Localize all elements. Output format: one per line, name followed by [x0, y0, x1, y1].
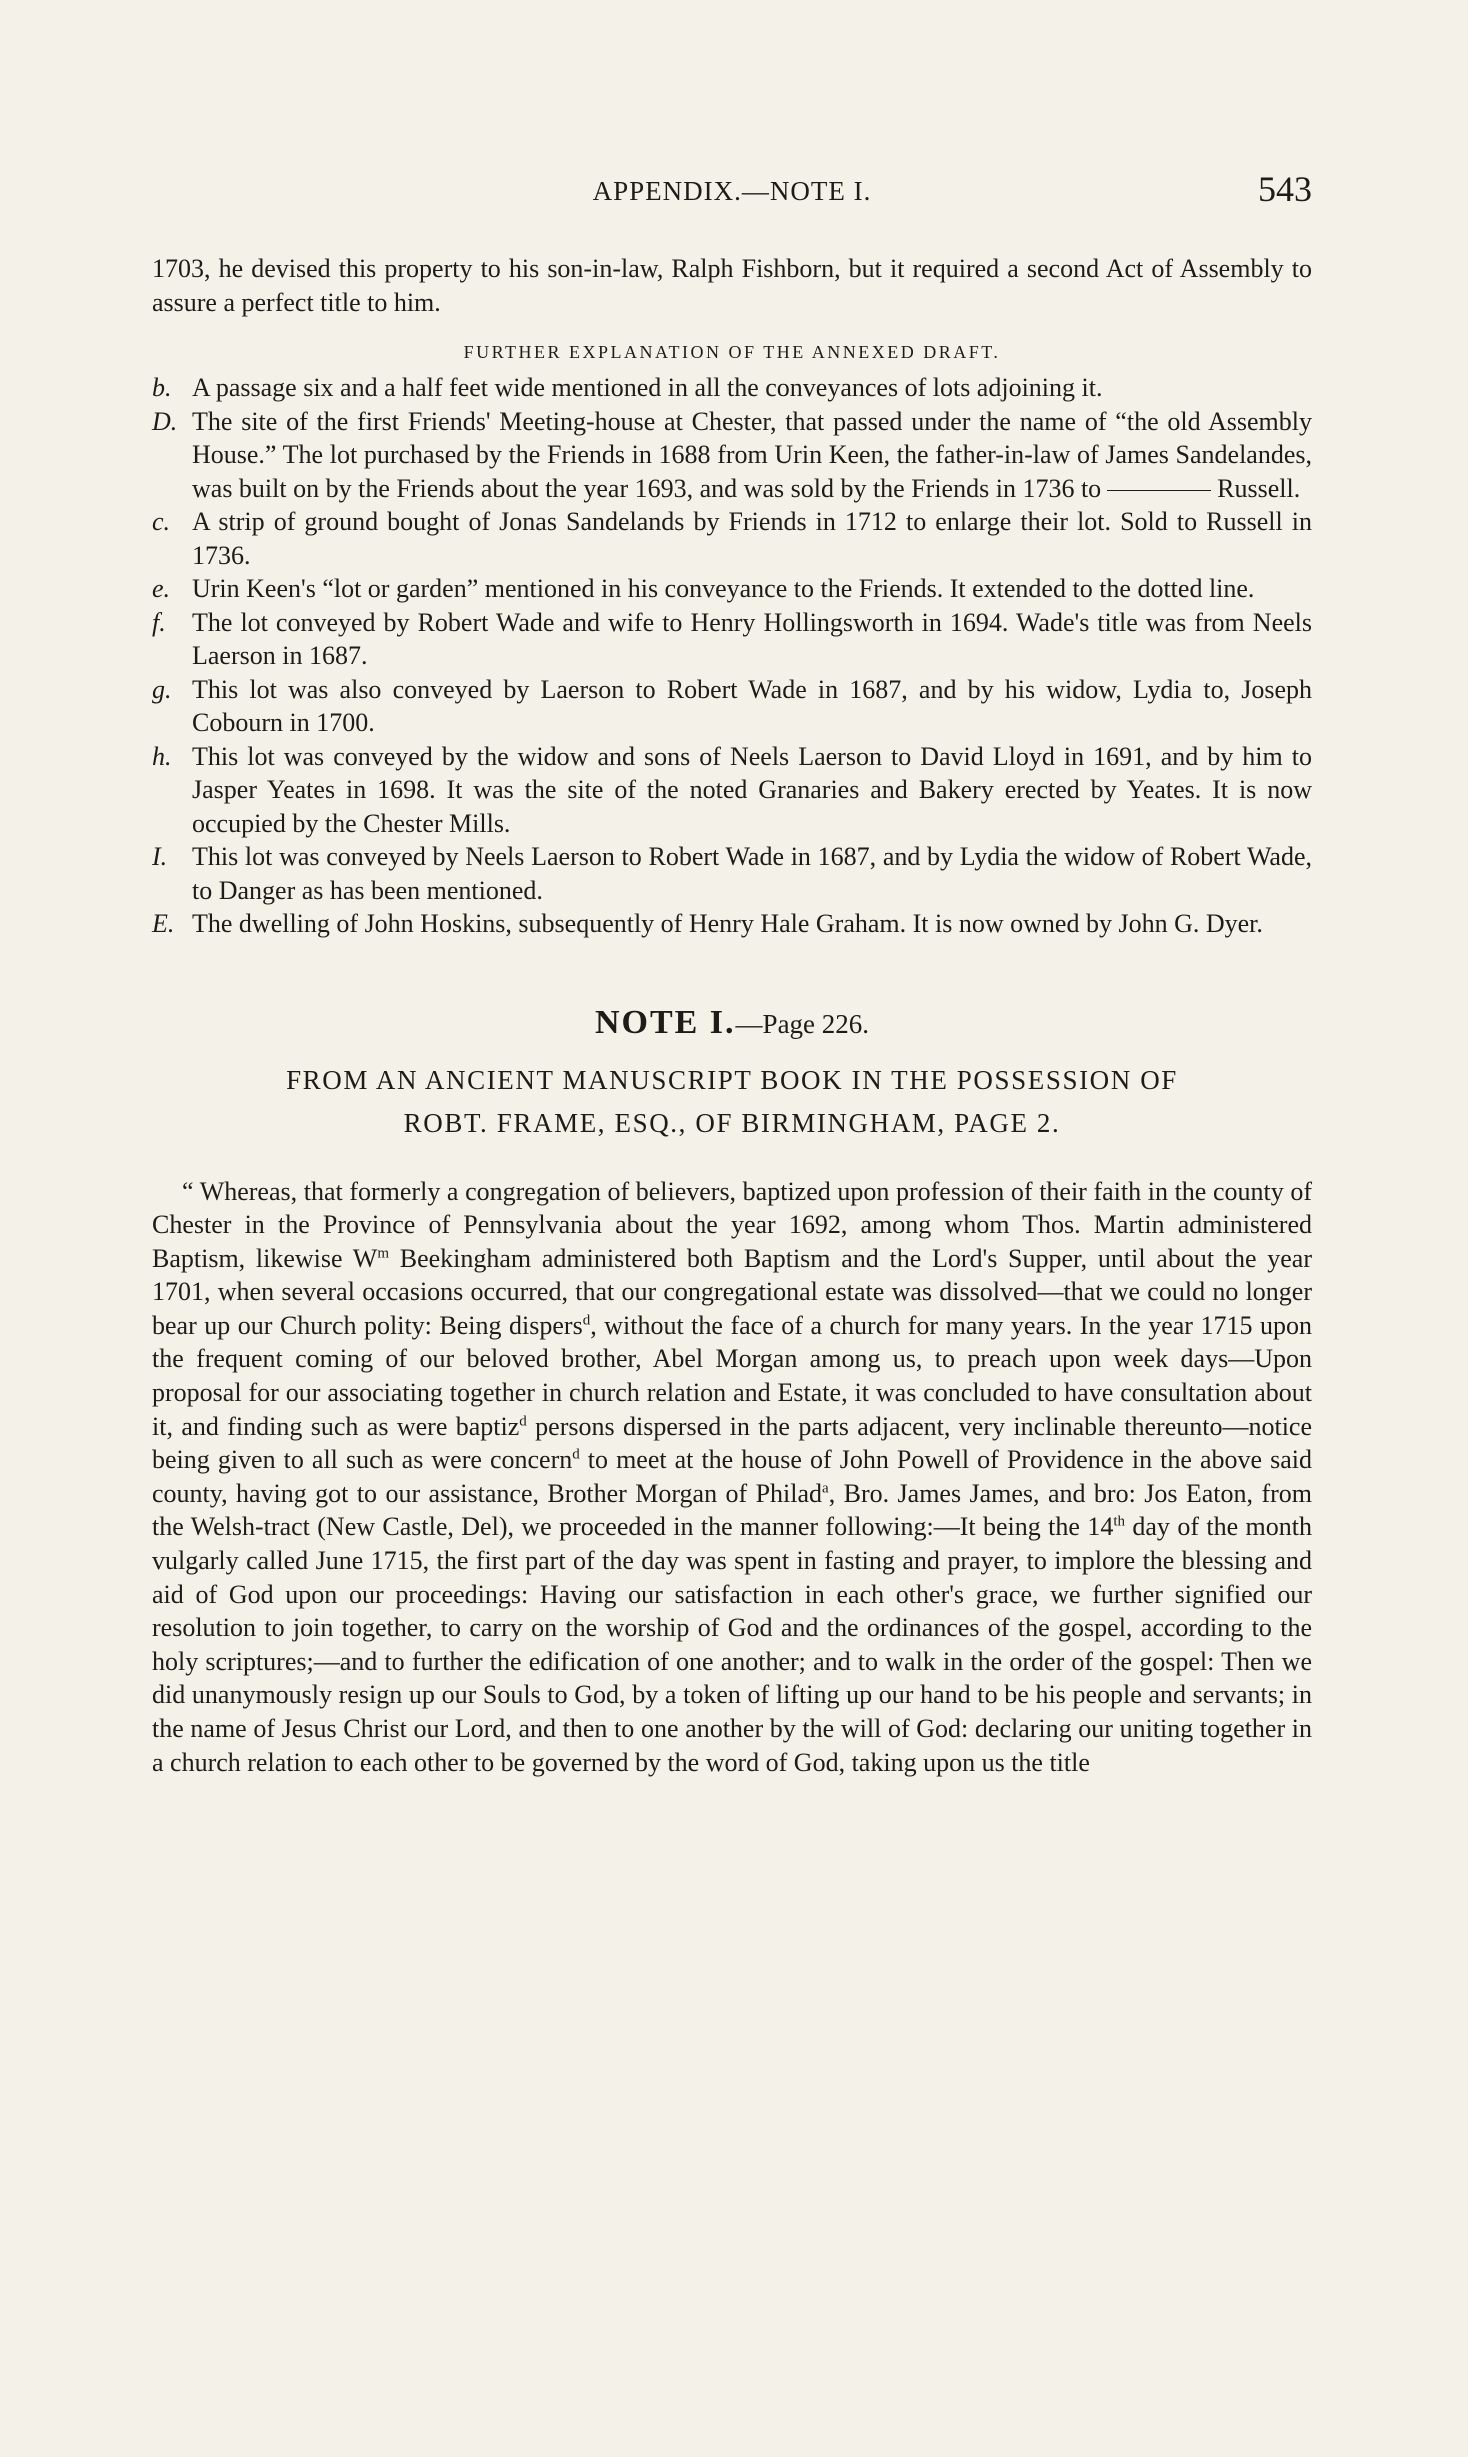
entry-text: The site of the first Friends' Meeting-house at Chester, that passed under the name of “the old Assembly House.” The lot purchased by the Friends in 1688 from Urin Keen, the father-in-law of James Sandelandes, was built on by the Friends about the year 1693, and was sold by the Friends in 1736 to	[192, 406, 1312, 503]
list-item	[152, 405, 1312, 506]
entry-text: This lot was conveyed by the widow and sons of Neels Laerson to David Lloyd in 1691, and by him to Jasper Yeates in 1698. It was the site of the noted Granaries and Bakery erected by Yeates. It is now occupied by the Chester Mills.	[192, 741, 1312, 838]
superscript: d	[582, 1312, 591, 1329]
text-segment: to meet at the house of John Powell of Providence in the above said county, having got to our assistance, Brother Morgan of Philad	[152, 1445, 1312, 1508]
list-item	[152, 840, 1312, 907]
list-item	[152, 673, 1312, 740]
explanation-heading: FURTHER EXPLANATION OF THE ANNEXED DRAFT.	[463, 342, 1001, 362]
entry-letter: E.	[152, 909, 175, 938]
note-page-ref: —Page 226.	[735, 1008, 870, 1039]
list-item	[152, 907, 1312, 941]
text-segment: day of the month vulgarly called June 1715, the first part of the day was spent in fasting and prayer, to implore the blessing and aid of God upon our proceedings: Having our satisfaction in each other's grace, we further signified our resolution to join together, to carry on the worship of God and the ordinances of the gospel, according to the holy scriptures;—and to further the edification of one another; and to walk in the order of the gospel: Then we did unanymously resign up our Souls to God, by a token of lifting up our hand to be his people and servants; in the name of Jesus Christ our Lord, and then to one another by the will of God: declaring our uniting together in a church relation to each other to be governed by the word of God, taking upon us the title	[152, 1512, 1312, 1777]
entry-letter: g.	[152, 674, 172, 704]
text-segment: persons dispersed in the parts adjacent, very inclinable thereunto—notice being given to all such as were concern	[152, 1411, 1312, 1475]
intro-paragraph: 1703, he devised this property to his son-in-law, Ralph Fishborn, but it required a second Act of Assembly to assure a perfect title to him.	[152, 254, 1312, 317]
superscript: th	[1113, 1513, 1125, 1530]
text-segment: “ Whereas, that formerly a congregation of believers, baptized upon profession of their faith in the county of Chester in the Province of Pennsylvania about the year 1692, among whom Thos. Martin administered Baptism, likewise W	[152, 1176, 1312, 1273]
page-content	[152, 252, 1312, 1779]
entry-text: A passage six and a half feet wide mentioned in all the conveyances of lots adjoining it.	[192, 373, 1103, 402]
list-item	[152, 371, 1312, 405]
note-label: NOTE I.	[594, 1003, 736, 1041]
entry-letter: c.	[152, 507, 171, 536]
quoted-manuscript-text	[152, 1175, 1312, 1780]
entry-text: This lot was also conveyed by Laerson to Robert Wade in 1687, and by his widow, Lydia to, Joseph Cobourn in 1700.	[192, 674, 1312, 737]
superscript: d	[519, 1413, 527, 1429]
entry-letter: I.	[152, 842, 168, 871]
page-header	[152, 168, 1312, 218]
entry-text: The dwelling of John Hoskins, subsequently of Henry Hale Graham. It is now owned by John G. Dyer.	[192, 909, 1263, 938]
explanation-list	[152, 371, 1312, 941]
blank-rule	[1107, 490, 1211, 491]
entry-text: The lot conveyed by Robert Wade and wife to Henry Hollingsworth in 1694. Wade's title was from Neels Laerson in 1687.	[192, 607, 1312, 670]
entry-text: This lot was conveyed by Neels Laerson to Robert Wade in 1687, and by Lydia the widow of Robert Wade, to Danger as has been mentioned.	[192, 842, 1312, 905]
superscript: m	[377, 1245, 390, 1262]
entry-letter: b.	[152, 373, 172, 402]
source-heading-line: ROBT. FRAME, ESQ., OF BIRMINGHAM, PAGE 2.	[403, 1107, 1061, 1138]
list-item	[152, 572, 1312, 606]
running-head: APPENDIX.—NOTE I.	[592, 176, 872, 206]
entry-text: A strip of ground bought of Jonas Sandelands by Friends in 1712 to enlarge their lot. Sold to Russell in 1736.	[192, 507, 1312, 570]
text-segment: Beekingham administered both Baptism and the Lord's Supper, until about the year 1701, when several occasions occurred, that our congregational estate was dissolved—that we could no longer bear up our Church polity: Being dispers	[152, 1243, 1313, 1340]
list-item	[152, 740, 1312, 841]
page-number: 543	[1258, 169, 1312, 209]
text-segment: , Bro. James James, and bro: Jos Eaton, from the Welsh-tract (New Castle, Del), we proceeded in the manner following:—It being the 14	[152, 1478, 1312, 1542]
entry-letter: e.	[152, 574, 171, 603]
superscript: d	[572, 1446, 580, 1463]
entry-text-end: Russell.	[1217, 473, 1301, 503]
entry-text: Urin Keen's “lot or garden” mentioned in his conveyance to the Friends. It extended to the dotted line.	[192, 574, 1255, 603]
entry-letter: D.	[152, 406, 178, 436]
source-heading	[152, 1059, 1312, 1145]
text-segment: , without the face of a church for many years. In the year 1715 upon the frequent coming of our beloved brother, Abel Morgan among us, to preach upon week days—Upon proposal for our associating together in church relation and Estate, it was concluded to have consultation about it, and finding such as were baptiz	[152, 1310, 1312, 1441]
superscript: a	[822, 1480, 829, 1497]
list-item	[152, 606, 1312, 673]
source-heading-line: FROM AN ANCIENT MANUSCRIPT BOOK IN THE POSSESSION OF	[286, 1064, 1178, 1095]
entry-letter: h.	[152, 741, 172, 771]
note-title	[152, 1003, 1312, 1045]
entry-letter: f.	[152, 607, 166, 637]
list-item	[152, 505, 1312, 572]
